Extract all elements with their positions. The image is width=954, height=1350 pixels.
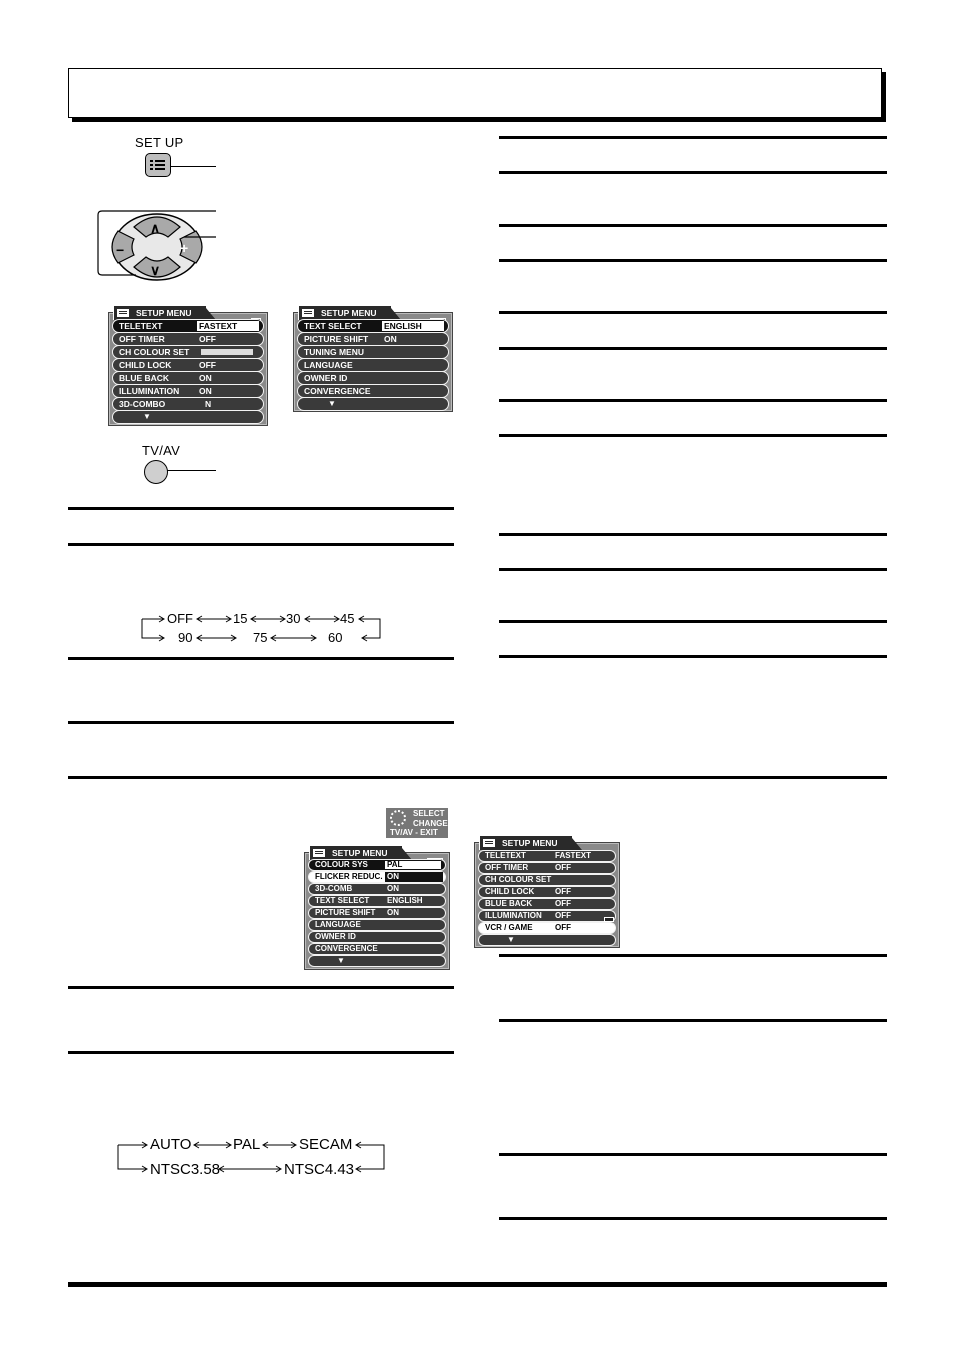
section-rule — [499, 1019, 887, 1022]
section-rule — [499, 224, 887, 227]
cursor-ring-icon — [390, 810, 406, 826]
section-rule — [68, 543, 454, 546]
timer-30: 30 — [286, 611, 301, 626]
down-arrow-icon[interactable]: ∨ — [150, 262, 161, 278]
menu-row[interactable]: CONVERGENCE — [308, 943, 446, 955]
section-rule — [499, 171, 887, 174]
more-down-icon[interactable]: ▼ — [112, 410, 264, 424]
setup-menu-screen-3 — [304, 848, 450, 970]
menu-row[interactable]: CHILD LOCK OFF — [478, 886, 616, 898]
menu-title: SETUP MENU — [309, 845, 403, 860]
section-rule — [499, 568, 887, 571]
menu-row[interactable]: CHILD LOCK OFF — [112, 358, 264, 372]
setup-label: SET UP — [135, 135, 184, 150]
menu-row[interactable]: ILLUMINATION ON — [112, 384, 264, 398]
section-rule — [68, 721, 454, 724]
page-header-box — [68, 68, 882, 118]
system-auto: AUTO — [150, 1136, 192, 1153]
menu-icon — [117, 309, 129, 317]
system-pal: PAL — [233, 1136, 261, 1153]
timer-15: 15 — [233, 611, 248, 626]
menu-title: SETUP MENU — [298, 305, 392, 320]
up-arrow-icon[interactable]: ∧ — [150, 220, 161, 236]
menu-title: SETUP MENU — [479, 835, 573, 850]
menu-row[interactable]: TUNING MENU — [297, 345, 449, 359]
section-rule — [499, 1217, 887, 1220]
section-rule — [499, 311, 887, 314]
menu-row[interactable]: VCR / GAME OFF — [478, 922, 616, 934]
menu-row[interactable]: 3D-COMB ON — [308, 883, 446, 895]
section-rule — [499, 655, 887, 658]
menu-row[interactable]: PICTURE SHIFT ON — [308, 907, 446, 919]
navigation-guide — [386, 808, 448, 838]
tvav-label: TV/AV — [142, 443, 181, 458]
menu-row[interactable]: LANGUAGE — [308, 919, 446, 931]
menu-row[interactable]: BLUE BACK ON — [112, 371, 264, 385]
menu-row[interactable]: OWNER ID — [297, 371, 449, 385]
plus-icon[interactable]: + — [180, 240, 189, 256]
menu-row[interactable]: PICTURE SHIFT ON — [297, 332, 449, 346]
section-rule — [499, 533, 887, 536]
section-rule — [499, 259, 887, 262]
menu-row[interactable]: CH COLOUR SET — [478, 874, 616, 886]
menu-row[interactable]: OFF TIMER OFF — [112, 332, 264, 346]
section-rule — [68, 1051, 454, 1054]
timer-75: 75 — [253, 630, 268, 645]
timer-60: 60 — [328, 630, 343, 645]
section-rule — [68, 657, 454, 660]
section-rule — [499, 434, 887, 437]
section-rule — [499, 1153, 887, 1156]
menu-icon — [313, 849, 325, 857]
tvav-callout-line — [167, 470, 216, 471]
menu-row[interactable]: 3D-COMBO N — [112, 397, 264, 411]
section-rule — [68, 986, 454, 989]
timer-45: 45 — [340, 611, 355, 626]
setup-menu-screen-4 — [474, 838, 620, 948]
menu-row[interactable]: ILLUMINATION OFF — [478, 910, 616, 922]
setup-menu-screen-1 — [108, 308, 268, 426]
page-footer-rule — [68, 1282, 887, 1287]
tvav-button[interactable] — [144, 460, 168, 484]
timer-off: OFF — [167, 611, 193, 626]
section-rule — [499, 620, 887, 623]
section-rule — [499, 399, 887, 402]
section-rule — [68, 507, 454, 510]
menu-row[interactable]: COLOUR SYS PAL — [308, 859, 446, 871]
setup-menu-screen-2 — [293, 308, 453, 412]
menu-row[interactable]: CONVERGENCE — [297, 384, 449, 398]
guide-exit: TV/AV - EXIT — [390, 828, 438, 837]
setup-button[interactable] — [145, 153, 171, 177]
more-down-icon[interactable]: ▼ — [297, 397, 449, 411]
menu-row[interactable]: TEXT SELECT ENGLISH — [308, 895, 446, 907]
minus-icon[interactable]: − — [116, 242, 125, 258]
system-secam: SECAM — [299, 1136, 353, 1153]
menu-row[interactable]: BLUE BACK OFF — [478, 898, 616, 910]
menu-list-icon — [150, 159, 166, 171]
timer-90: 90 — [178, 630, 193, 645]
colour-bar — [201, 349, 253, 355]
menu-row[interactable]: OFF TIMER OFF — [478, 862, 616, 874]
more-down-icon[interactable]: ▼ — [478, 934, 616, 946]
menu-row[interactable]: TELETEXT FASTEXT — [478, 850, 616, 862]
setup-callout-line — [170, 166, 216, 167]
menu-row[interactable]: TEXT SELECT ENGLISH — [297, 319, 449, 333]
menu-row[interactable]: LANGUAGE — [297, 358, 449, 372]
system-ntsc358: NTSC3.58 — [150, 1161, 221, 1178]
guide-select: SELECT — [413, 809, 445, 818]
section-rule — [499, 347, 887, 350]
menu-title: SETUP MENU — [113, 305, 207, 320]
guide-change: CHANGE — [413, 818, 448, 828]
menu-icon — [302, 309, 314, 317]
menu-row[interactable]: TELETEXT FASTEXT — [112, 319, 264, 333]
section-rule — [499, 954, 887, 957]
system-ntsc443: NTSC4.43 — [284, 1161, 355, 1178]
section-rule — [499, 136, 887, 139]
menu-row[interactable]: CH COLOUR SET — [112, 345, 264, 359]
more-down-icon[interactable]: ▼ — [308, 955, 446, 967]
page-divider — [68, 776, 887, 779]
menu-icon — [483, 839, 495, 847]
menu-row[interactable]: OWNER ID — [308, 931, 446, 943]
menu-row[interactable]: FLICKER REDUC. ON — [308, 871, 446, 883]
